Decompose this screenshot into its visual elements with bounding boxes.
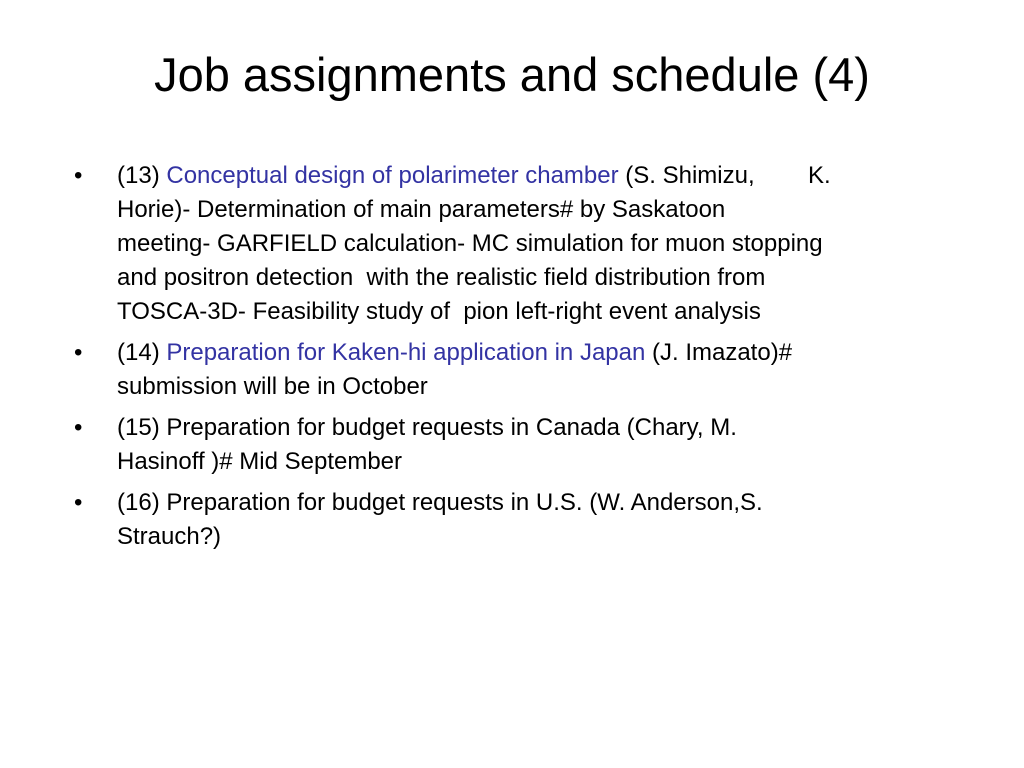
bullet-item-15 [74,411,974,479]
bullet-line [117,159,974,193]
slide-title: Job assignments and schedule (4) [154,48,870,101]
bullet-dot-icon: • [74,339,83,366]
bullet-suffix: (S. Shimizu, K. [618,162,831,189]
bullet-dot-icon: • [74,414,83,441]
bullet-line: Hasinoff )# Mid September [117,448,403,475]
bullet-highlight: Conceptual design of polarimeter chamber [166,162,619,189]
bullet-suffix: (J. Imazato)# [645,339,793,366]
bullet-line: Strauch?) [117,523,222,550]
bullet-line: TOSCA-3D- Feasibility study of pion left-right event analysis [117,298,761,325]
bullet-item-16 [74,486,974,554]
bullet-line: and positron detection with the realistic field distribution from [117,264,766,291]
bullet-prefix: (13) [117,162,167,189]
bullet-line: Horie)- Determination of main parameters# by Saskatoon [117,196,726,223]
bullet-item-13 [74,159,974,329]
bullet-dot-icon: • [74,162,83,189]
bullet-line: (15) Preparation for budget requests in Canada (Chary, M. [117,414,737,441]
bullet-list [74,159,974,561]
bullet-dot-icon: • [74,489,83,516]
bullet-line: submission will be in October [117,373,428,400]
bullet-item-14 [74,336,974,404]
bullet-line [117,336,974,370]
bullet-highlight: Preparation for Kaken-hi application in Japan [166,339,646,366]
bullet-line: meeting- GARFIELD calculation- MC simulation for muon stopping [117,230,823,257]
bullet-line: (16) Preparation for budget requests in U.S. (W. Anderson,S. [117,489,763,516]
bullet-prefix: (14) [117,339,167,366]
